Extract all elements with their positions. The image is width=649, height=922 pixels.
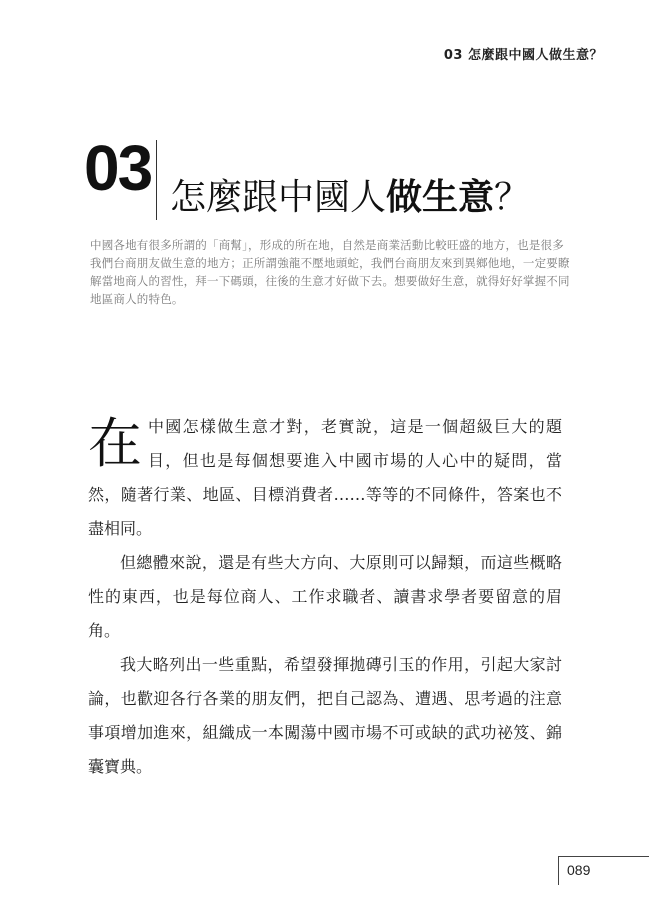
chapter-title-light: 怎麼跟中國人 xyxy=(170,177,387,218)
page-number-box xyxy=(558,856,649,885)
body-text xyxy=(88,410,562,784)
chapter-divider xyxy=(156,140,157,220)
body-paragraph-3: 我大略列出一些重點，希望發揮拋磚引玉的作用，引起大家討論，也歡迎各行各業的朋友們，把自己認為、遭遇、思考過的注意事項增加進來，組織成一本闖蕩中國市場不可或缺的武功祕笈、錦囊寶典。 xyxy=(88,655,562,776)
drop-cap: 在 xyxy=(88,412,142,475)
chapter-number: 03 xyxy=(84,132,152,204)
chapter-title-bold: 做生意 xyxy=(386,177,495,218)
body-paragraph-1 xyxy=(88,410,562,546)
page-number: 089 xyxy=(567,862,591,878)
chapter-title xyxy=(170,176,530,220)
chapter-heading xyxy=(84,132,584,226)
chapter-intro: 中國各地有很多所謂的「商幫」，形成的所在地，自然是商業活動比較旺盛的地方，也是很多我們台商朋友做生意的地方；正所謂強龍不壓地頭蛇，我們台商朋友來到異鄉他地，一定要瞭解當地商人的習性，拜一下碼頭，往後的生意才好做下去。想要做好生意，就得好好掌握不同地區商人的特色。 xyxy=(90,238,570,306)
body-paragraph-2: 但總體來說，還是有些大方向、大原則可以歸類，而這些概略性的東西，也是每位商人、工作求職者、讀書求學者要留意的眉角。 xyxy=(88,553,562,640)
running-header: 03 怎麼跟中國人做生意？ xyxy=(443,48,603,63)
chapter-title-mark: ？ xyxy=(494,177,531,218)
body-paragraph-1-text: 中國怎樣做生意才對，老實說，這是一個超級巨大的題目，但也是每個想要進入中國市場的人心中的疑問，當然，隨著行業、地區、目標消費者……等等的不同條件，答案也不盡相同。 xyxy=(88,417,562,538)
